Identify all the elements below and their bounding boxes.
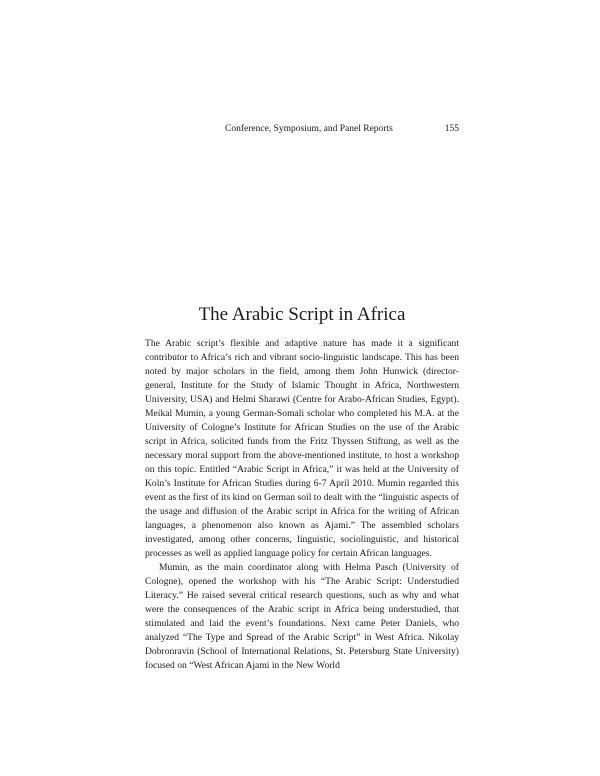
paragraph-2: Mumin, as the main coordinator along with Helma Pasch (University of Cologne), opened the workshop with his “The Arabic Script: Understudied Literacy.” He raised several critical research questions, such as why and what were the consequences of the Arabic script in Africa being understudied, that stimulated and laid the event’s foundations. Next came Peter Daniels, who analyzed “The Type and Spread of the Arabic Script” in West Africa. Nikolay Dobronravin (School of International Relations, St. Petersburg State University) focused on “West African Ajami in the New World bbox=[145, 562, 459, 671]
running-header bbox=[145, 122, 459, 136]
article-body bbox=[145, 337, 459, 673]
page-number: 155 bbox=[444, 124, 459, 134]
article-title: The Arabic Script in Africa bbox=[198, 304, 406, 325]
running-title: Conference, Symposium, and Panel Reports bbox=[225, 124, 393, 134]
paragraph-1: The Arabic script’s flexible and adaptive nature has made it a significant contributor to Africa’s rich and vibrant socio-linguistic landscape. This has been noted by major scholars in the field, among them John Hunwick (director-general, Institute for the Study of Islamic Thought in Africa, Northwestern University, USA) and Helmi Sharawi (Centre for Arabo-African Studies, Egypt). Meikal Mumin, a young German-Somali scholar who completed his M.A. at the University of Cologne’s Institute for African Studies on the use of the Arabic script in Africa, solicited funds from the Fritz Thyssen Stiftung, as well as the necessary moral support from the above-mentioned institute, to host a workshop on this topic. Entitled “Arabic Script in Africa,” it was held at the University of Koln’s Institute for African Studies during 6-7 April 2010. Mumin regarded this event as the first of its kind on German soil to dealt with the “linguistic aspects of the usage and diffusion of the Arabic script in Africa for the writing of African languages, a phenomenon also known as Ajami.” The assembled scholars investigated, among other concerns, linguistic, sociolinguistic, and historical processes as well as applied language policy for certain African languages. bbox=[145, 338, 459, 559]
